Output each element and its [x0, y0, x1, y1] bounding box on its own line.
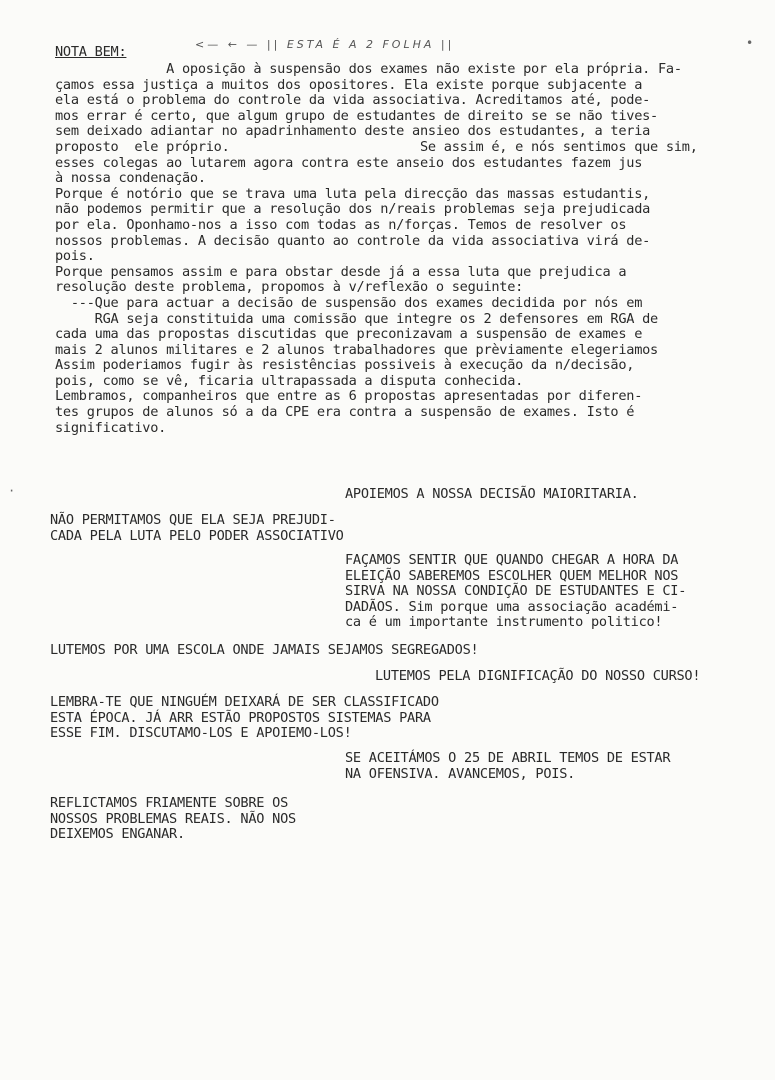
slogan-nao-permitamos — [50, 513, 344, 544]
text-line: Porque pensamos assim e para obstar desde já a essa luta que prejudica a — [55, 263, 627, 280]
text-line: ---Que para actuar a decisão de suspensão dos exames decidida por nós em — [55, 294, 643, 311]
slogan-lutemos-curso: LUTEMOS PELA DIGNIFICAÇÃO DO NOSSO CURSO! — [375, 668, 701, 684]
text-line: Lembramos, companheiros que entre as 6 propostas apresentadas por diferen- — [55, 388, 643, 405]
text-line: pois. — [55, 248, 95, 265]
slogan-line: ESTA ÉPOCA. JÁ ARR ESTÃO PROPOSTOS SISTEMAS PARA — [50, 709, 431, 726]
slogan-line: ca é um importante instrumento politico! — [345, 614, 663, 631]
slogan-reflictamos — [50, 796, 296, 843]
text-line: mos errar é certo, que algum grupo de estudantes de direito se se não tives- — [55, 107, 658, 124]
text-line: mais 2 alunos militares e 2 alunos trabalhadores que prèviamente elegeriamos — [55, 341, 658, 358]
nota-bem-heading: NOTA BEM: — [55, 44, 127, 60]
slogan-line: SE ACEITÁMOS O 25 DE ABRIL TEMOS DE ESTAR — [345, 750, 671, 766]
text-line: cada uma das propostas discutidas que preconizavam a suspensão de exames e — [55, 326, 643, 343]
slogan-line: SIRVA NA NOSSA CONDIÇÃO DE ESTUDANTES E CI- — [345, 583, 687, 600]
slogan-line: CADA PELA LUTA PELO PODER ASSOCIATIVO — [50, 527, 344, 544]
slogan-line: REFLICTAMOS FRIAMENTE SOBRE OS — [50, 795, 289, 811]
slogan-line: ELEIÇÃO SABEREMOS ESCOLHER QUEM MELHOR NOS — [345, 567, 679, 584]
slogan-line: LEMBRA-TE QUE NINGUÉM DEIXARÁ DE SER CLASSIFICADO — [50, 694, 439, 710]
slogan-facamos-sentir — [345, 553, 686, 631]
slogan-line: NA OFENSIVA. AVANCEMOS, POIS. — [345, 765, 576, 782]
text-line: significativo. — [55, 419, 167, 436]
text-line: RGA seja constituida uma comissão que integre os 2 defensores em RGA de — [55, 310, 658, 327]
text-line: tes grupos de alunos só a da CPE era contra a suspensão de exames. Isto é — [55, 404, 635, 421]
slogan-line: ESSE FIM. DISCUTAMO-LOS E APOIEMO-LOS! — [50, 725, 352, 742]
text-line: nossos problemas. A decisão quanto ao controle da vida associativa virá de- — [55, 232, 651, 249]
text-line: Assim poderiamos fugir às resistências possiveis à execução da n/decisão, — [55, 357, 635, 374]
text-line: esses colegas ao lutarem agora contra este anseio dos estudantes fazem jus — [55, 154, 643, 171]
text-line: proposto ele próprio. Se assim é, e nós sentimos que sim, — [55, 138, 698, 155]
ink-speck: • — [746, 36, 754, 50]
text-line: não podemos permitir que a resolução dos n/reais problemas seja prejudicada — [55, 201, 651, 218]
handwritten-note: <— ← — || ESTA É A 2 FOLHA || — [195, 38, 455, 51]
text-line: Porque é notório que se trava uma luta pela direcção das massas estudantis, — [55, 185, 651, 202]
slogan-line: NOSSOS PROBLEMAS REAIS. NÃO NOS — [50, 810, 296, 827]
text-line: à nossa condenação. — [55, 170, 206, 187]
slogan-apoiemos: APOIEMOS A NOSSA DECISÃO MAIORITARIA. — [345, 486, 639, 502]
slogan-25-abril — [345, 751, 670, 782]
slogan-line: NÃO PERMITAMOS QUE ELA SEJA PREJUDI- — [50, 512, 336, 528]
slogan-lutemos-escola: LUTEMOS POR UMA ESCOLA ONDE JAMAIS SEJAMOS SEGREGADOS! — [50, 642, 479, 658]
text-line: resolução deste problema, propomos à v/reflexão o seguinte: — [55, 279, 524, 296]
text-line: ela está o problema do controle da vida associativa. Acreditamos até, pode- — [55, 92, 651, 109]
slogan-line: FAÇAMOS SENTIR QUE QUANDO CHEGAR A HORA DA — [345, 552, 679, 568]
slogan-line: DADÃOS. Sim porque uma associação académi- — [345, 598, 679, 615]
main-text-block — [55, 62, 698, 436]
slogan-lembra-te — [50, 695, 439, 742]
text-line: por ela. Oponhamo-nos a isso com todas as n/forças. Temos de resolver os — [55, 216, 627, 233]
text-line: pois, como se vê, ficaria ultrapassada a disputa conhecida. — [55, 372, 524, 389]
ink-speck: · — [8, 484, 16, 498]
text-line: sem deixado adiantar no apadrinhamento deste ansieo dos estudantes, a teria — [55, 123, 651, 140]
text-line: A oposição à suspensão dos exames não existe por ela própria. Fa- — [55, 61, 682, 77]
slogan-line: DEIXEMOS ENGANAR. — [50, 826, 185, 843]
text-line: çamos essa justiça a muitos dos opositores. Ela existe porque subjacente a — [55, 76, 643, 93]
